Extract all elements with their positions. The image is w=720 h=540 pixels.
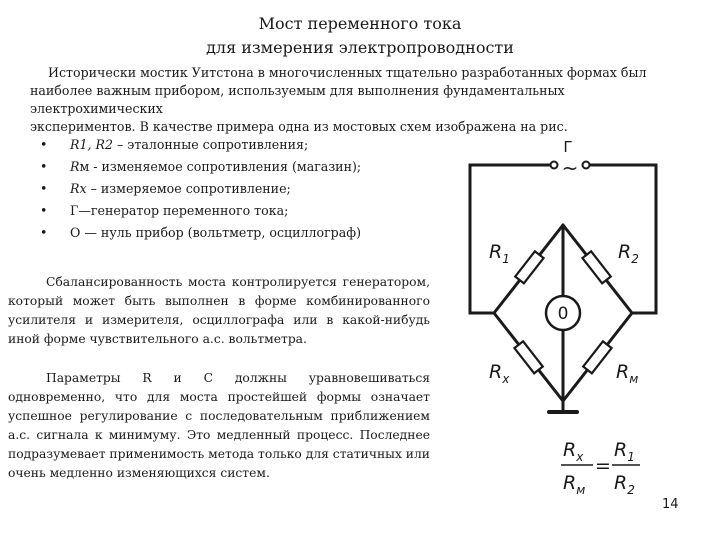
wire-right — [586, 165, 656, 313]
formula-rm: $R_м$ — [563, 472, 586, 497]
resistor-r1-icon — [515, 251, 543, 283]
resistor-rm-icon — [583, 341, 611, 373]
ac-symbol-icon: ~ — [561, 156, 579, 180]
formula-rx: $R_x$ — [563, 439, 584, 464]
intro-line: экспериментов. В качестве примера одна из мостовых схем изображена на рис. — [30, 119, 568, 134]
list-item-symbol: R — [70, 159, 80, 174]
label-rm: $R_м$ — [616, 361, 639, 386]
page-number: 14 — [662, 497, 679, 512]
list-item-text: – измеряемое сопротивление; — [86, 181, 291, 196]
list-item-symbol: R1, R2 — [70, 137, 113, 152]
balance-paragraph: Сбалансированность моста контролируется генератором, который может быть выполнен в форме комбинированного усилителя и измерителя, осциллографа или в какой-нибудь иной форме чувствительного а.с. вольтметра. — [8, 275, 430, 346]
balance-formula — [561, 439, 640, 497]
formula-equals: = — [595, 455, 611, 477]
intro-line: наиболее важным прибором, используемым для выполнения фундаментальных электрохимических — [30, 83, 565, 116]
null-meter-label: 0 — [557, 304, 569, 324]
formula-r1: $R_1$ — [614, 439, 635, 464]
slide-title-line1: Мост переменного тока — [258, 14, 462, 33]
slide-title-line2: для измерения электропроводности — [206, 38, 514, 57]
generator-label: Г — [563, 138, 573, 156]
parameters-paragraph: Параметры R и C должны уравновешиваться одновременно, что для моста простейшей формы означает успешное регулирование с последовательным приближением а.с. сигнала к минимуму. Это медленный процесс. Последнее подразумевает применимость метода только для статичных или очень медленно изменяющихся систем. — [8, 371, 430, 480]
label-r2: $R_2$ — [618, 241, 639, 266]
terminal-icon — [551, 162, 558, 169]
resistor-rx-icon — [514, 341, 542, 373]
list-item-symbol: Rx — [70, 181, 87, 196]
label-r1: $R_1$ — [489, 241, 510, 266]
list-item-text: – эталонные сопротивления; — [113, 137, 309, 152]
list-item-text: Г—генератор переменного тока; — [70, 203, 289, 218]
label-rx: $R_x$ — [489, 361, 510, 386]
resistor-r2-icon — [582, 251, 610, 283]
intro-line: Исторически мостик Уитстона в многочисленных тщательно разработанных формах был — [48, 65, 647, 80]
terminal-icon — [583, 162, 590, 169]
list-item-text: О — нуль прибор (вольтметр, осциллограф) — [70, 225, 362, 240]
list-item-text: м - изменяемое сопротивления (магазин); — [79, 159, 362, 174]
formula-r2: $R_2$ — [614, 472, 635, 497]
